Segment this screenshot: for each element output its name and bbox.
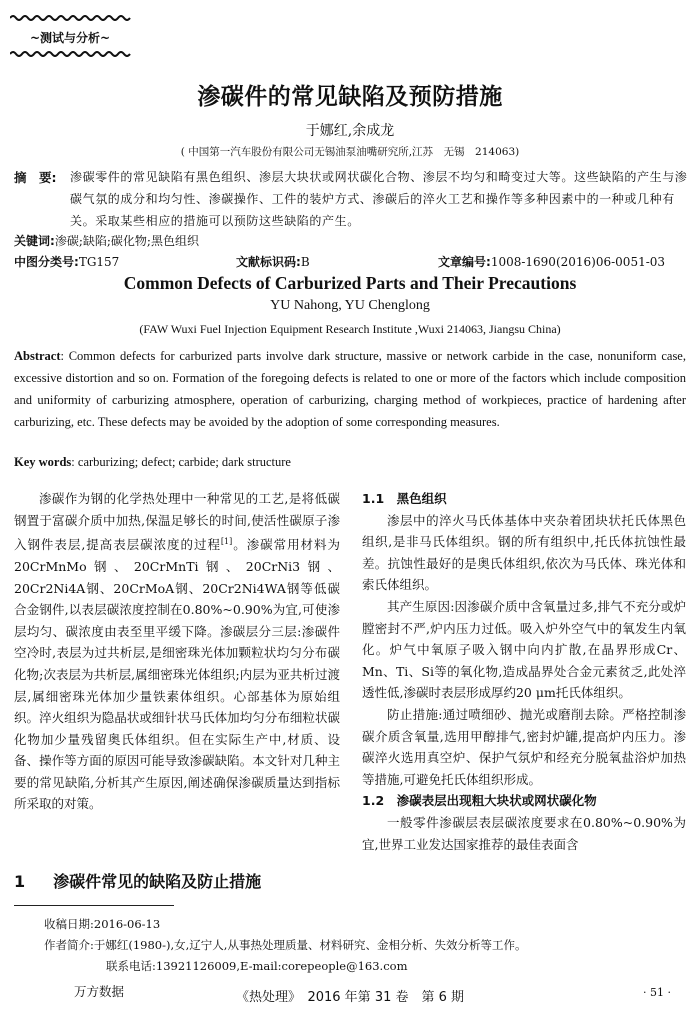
abstract-text: 渗碳零件的常见缺陷有黑色组织、渗层大块状或网状碳化合物、渗层不均匀和畸变过大等。这些缺陷的产生与渗碳气氛的成分和均匀性、渗碳操作、工件的装炉方式、渗碳后的淬火工艺和操作等多种因素中的一种或几种有关。采取某些相应的措施可以预防这些缺陷的产生。 bbox=[70, 170, 688, 228]
english-abstract-text: : Common defects for carburized parts involve dark structure, massive or network carbide in the case, nonuniform case, excessive distortion and so on. Formation of the foregoing defects is related to one or more of the factors which include composition and uniformity of carburizing atmosphere, operation of carburizing, charging method of workpieces, practice of hardening after carburizing, etc. These defects may be avoided by the adoption of some corresponding measures. bbox=[14, 349, 686, 429]
article-number bbox=[438, 253, 665, 270]
subsection-1-1-paragraph-2: 其产生原因:因渗碳介质中含氧量过多,排气不充分或炉膛密封不严,炉内压力过低。吸入炉外空气中的氧发生内氧化。炉气中氧原子吸入钢中向内扩散,在晶界形成Cr、Mn、Ti、Si等的氧化物,造成晶界处合金元素贫乏,此处淬透性低,渗碳时表层形成厚约20 μm托氏体组织。 bbox=[362, 598, 686, 701]
subsection-1-1-heading: 1.1 黑色组织 bbox=[362, 491, 447, 506]
decorative-wave-bottom bbox=[10, 50, 132, 58]
section-1-heading bbox=[14, 869, 261, 892]
affiliation: ( 中国第一汽车股份有限公司无锡油泵油嘴研究所,江苏 无锡 214063) bbox=[180, 146, 520, 158]
subsection-1-1-paragraph-1: 渗层中的淬火马氏体基体中夹杂着团块状托氏体黑色组织,是非马氏体组织。钢的所有组织中,托氏体抗蚀性最差。抗蚀性最好的是奥氏体组织,依次为马氏体、珠光体和索氏体组织。 bbox=[362, 512, 686, 593]
keywords bbox=[14, 232, 199, 249]
clc-number bbox=[14, 253, 119, 270]
body-left-column bbox=[14, 488, 340, 815]
abstract-label: 摘 要: bbox=[14, 170, 57, 185]
received-date: 收稿日期:2016-06-13 bbox=[44, 917, 161, 931]
section-1-title: 渗碳件常见的缺陷及防止措施 bbox=[53, 872, 262, 891]
section-1-number: 1 bbox=[14, 872, 26, 891]
intro-text-1: 渗碳作为钢的化学热处理中一种常见的工艺,是将低碳钢置于富碳介质中加热,保温足够长的时间,使活性碳原子渗入钢件表层,提高表层碳浓度的过程 bbox=[14, 491, 340, 553]
document-code bbox=[236, 253, 310, 270]
clc-label: 中图分类号: bbox=[14, 255, 79, 269]
body-right-column bbox=[362, 488, 686, 855]
author-bio: 作者简介:于娜红(1980-),女,辽宁人,从事热处理质量、材料研究、金相分析、失效分析等工作。 bbox=[44, 938, 527, 952]
doc-code-label: 文献标识码: bbox=[236, 255, 301, 269]
english-keywords-text: : carburizing; defect; carbide; dark structure bbox=[71, 455, 291, 469]
contact-info: 联系电话:13921126009,E-mail:corepeople@163.com bbox=[106, 959, 408, 973]
subsection-1-1-paragraph-3: 防止措施:通过喷细砂、抛光或磨削去除。严格控制渗碳介质含氧量,选用甲醇排气,密封炉罐,提高炉内压力。渗碳淬火选用真空炉、保护气氛炉和经充分脱氧盐浴炉加热等措施,可避免托氏体组织形成。 bbox=[362, 706, 686, 787]
footer-watermark: 万方数据 bbox=[74, 984, 125, 999]
footnote-divider bbox=[14, 905, 174, 906]
english-keywords bbox=[14, 455, 291, 470]
clc-value: TG157 bbox=[78, 255, 120, 269]
page-title: 渗碳件的常见缺陷及预防措施 bbox=[197, 83, 503, 110]
keywords-label: 关键词: bbox=[14, 234, 55, 248]
article-no-label: 文章编号: bbox=[438, 255, 491, 269]
journal-citation: 《热处理》 2016 年第 31 卷 第 6 期 bbox=[235, 990, 465, 1005]
intro-paragraph bbox=[14, 488, 340, 815]
page-number: · 51 · bbox=[643, 986, 671, 999]
english-affiliation: (FAW Wuxi Fuel Injection Equipment Research Institute ,Wuxi 214063, Jiangsu China) bbox=[139, 322, 561, 336]
decorative-wave-top bbox=[10, 14, 132, 22]
authors: 于娜红,余成龙 bbox=[305, 123, 395, 139]
doc-code-value: B bbox=[300, 255, 310, 269]
english-authors: YU Nahong, YU Chenglong bbox=[270, 298, 430, 313]
intro-text-2: 。渗碳常用材料为20CrMnMo钢、20CrMnTi钢、20CrNi3钢、20Cr2Ni4A钢、20CrMoA钢、20Cr2Ni4WA钢等低碳合金钢件,以表层碳浓度控制在0.80%~0.90%为宜,可使渗层均匀、碳浓度由表至里平缓下降。渗碳层分三层:渗碳件空冷时,表层为过共析层,是细密珠光体加颗粒状均匀分布碳化物;次表层为共析层,属细密珠光体组织;内层为亚共析过渡层,属细密珠光体加少量铁素体组织。心部基体为原始组织。淬火组织为隐晶状或细针状马氏体加均匀分布细粒状碳化物加少量残留奥氏体组织。但在实际生产中,材质、设备、操作等方面的原因可能导致渗碳缺陷。本文针对几种主要的常见缺陷,分析其产生原因,阐述确保渗碳质量达到指标所采取的对策。 bbox=[14, 537, 340, 812]
english-title: Common Defects of Carburized Parts and Their Precautions bbox=[123, 273, 577, 293]
keywords-text: 渗碳;缺陷;碳化物;黑色组织 bbox=[54, 234, 199, 248]
subsection-1-2-paragraph-1: 一般零件渗碳层表层碳浓度要求在0.80%~0.90%为宜,世界工业发达国家推荐的最佳表面含 bbox=[362, 814, 686, 852]
section-tag: ~测试与分析~ bbox=[30, 31, 111, 45]
citation-ref: [1] bbox=[220, 537, 233, 547]
english-abstract-label: Abstract bbox=[14, 349, 61, 363]
english-abstract bbox=[14, 345, 686, 433]
english-keywords-label: Key words bbox=[14, 455, 72, 469]
subsection-1-2-heading: 1.2 渗碳表层出现粗大块状或网状碳化物 bbox=[362, 793, 597, 809]
article-no-value: 1008-1690(2016)06-0051-03 bbox=[490, 255, 666, 269]
